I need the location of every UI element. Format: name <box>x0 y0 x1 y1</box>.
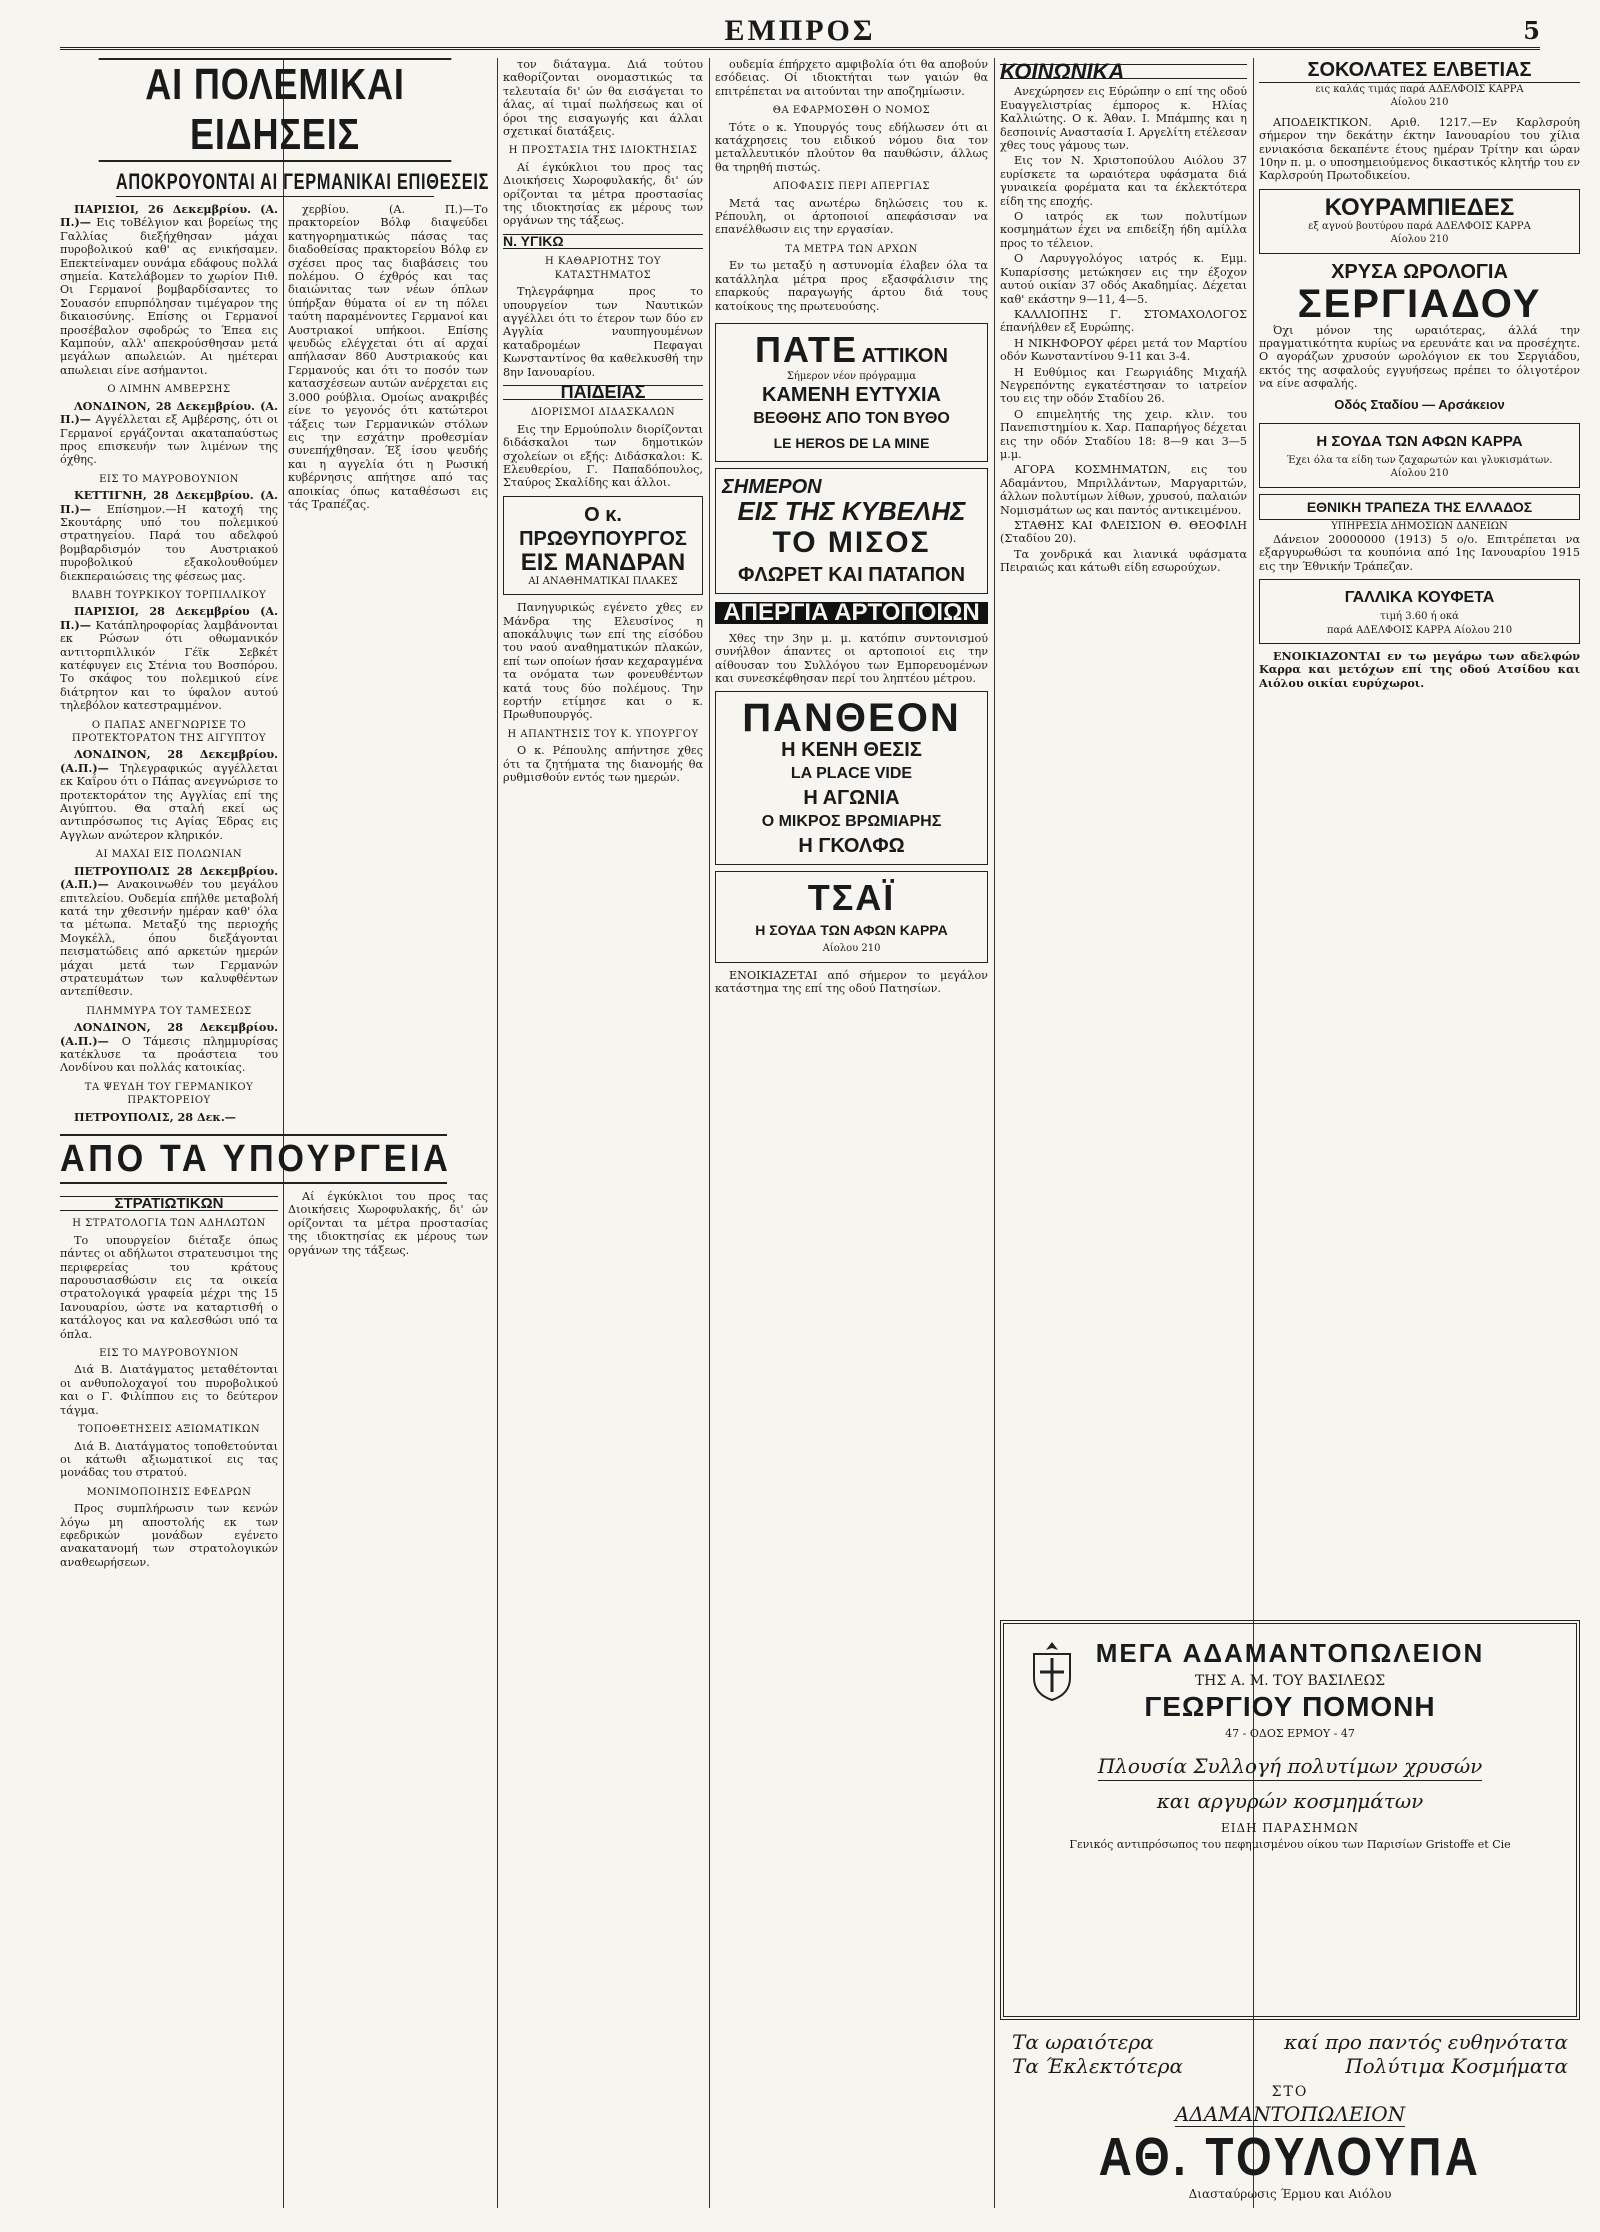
ad-owner: ΑΘ. ΤΟΥΛΟΥΠΑ <box>1098 2127 1482 2187</box>
article-text: Το υπουργείον διέταξε όπως πάντες οι αδήλωτοι στρατευσιμοι της περιφερείας του κράτους παρουσιασθώσιν εις τα οικεία στρατολογικά γραφεία μέχρι της 15 Ιανουαρίου, ώστε να καταρτισθή ο κατάλογος και να καλεσθώσι υπό τα όπλα. <box>60 1233 278 1341</box>
ad-line: ΕΙΔΗ ΠΑΡΑΣΗΜΩΝ <box>1220 1821 1359 1835</box>
article-text: ΚΑΛΛΙΟΠΗΣ Γ. ΣΤΟΜΑΧΟΛΟΓΟΣ έπανήλθεν εξ Ευρώπης. <box>1000 307 1247 335</box>
article-text: Χθες την 3ην μ. μ. κατόπιν συντονισμού συνήλθον άπαντες οι αρτοποιοί εις την αίθουσαν του Συλλόγου των Εμπορευομένων και συνεσκέφθησαν περί του ληπτέου μέτρου. <box>715 631 988 685</box>
ad-line: Σήμερον νέον πρόγραμμα <box>786 370 917 382</box>
article-text: Επίσημον.—Η κατοχή της Σκουτάρης υπό του πολεμικού στρατηγείου. Παρά του αδελφού βομβαρδισμόν του Αυστριακού πυροβολικού εξακολουθούμεν διεκπεραιώσεις της φέσεως μας. <box>60 502 278 583</box>
column-1 <box>60 58 490 2218</box>
article-text: ΣΤΑΘΗΣ ΚΑΙ ΦΛΕΙΣΙΟΝ Θ. ΘΕΟΦΙΛΗ (Σταδίου 20). <box>1000 519 1247 546</box>
article-text: Αί έγκύκλιοι του προς τας Διοικήσεις Χωροφυλακής, δι' ών ορίζονται τα μέτρα προστασίας της ιδιοκτησίας εκ μέρους των οργάνων της τάξεως. <box>503 160 703 228</box>
article-text: Ο Τάμεσις πλημμυρίσας κατέκλυσε τα προάστεια του Λονδίνου και πολλάς κατοικίας. <box>60 1034 278 1075</box>
article-text: Εν τω μεταξύ η αστυνομία έλαβεν όλα τα κατάλληλα μέτρα προς εξασφάλισιν της επαρκούς παραγωγής άρτου διά τους κατοίκους της πρωτευούσης. <box>715 259 988 313</box>
box-subtitle: ΑΙ ΑΝΑΘΗΜΑΤΙΚΑΙ ΠΛΑΚΕΣ <box>528 575 678 587</box>
column-4 <box>715 58 988 2218</box>
subheading: ΤΑ ΜΕΤΡΑ ΤΩΝ ΑΡΧΩΝ <box>785 243 918 255</box>
subheading: Η ΚΑΘΑΡΙΟΤΗΣ ΤΟΥ ΚΑΤΑΣΤΗΜΑΤΟΣ <box>545 256 661 281</box>
column-rule <box>709 58 710 2208</box>
war-news-headline: ΑΙ ΠΟΛΕΜΙΚΑΙ ΕΙΔΗΣΕΙΣ <box>99 58 452 162</box>
article-text: Εις τον Ν. Χριστοπούλου Αιόλου 37 ευρίσκετε τα ωραιότερα υφάσματα διά γυναικεία φορέματα και τα έκλεκτότερα είδη της εποχής. <box>1000 154 1247 208</box>
prime-minister-box <box>503 496 703 595</box>
article-military-ministry <box>60 1190 278 1571</box>
article-text: Τηλεγραφικώς αγγέλλεται εκ Καΐρου ότι ο Πάπας ανεγνώρισε το προτεκτοράτον της Αγγλίας επί της Αιγύπτου. Θα σταλή εκεί ως αντιπρόσωπος τις Αγίας Έδρας εις Αγγλων ανώτερον κληρικόν. <box>60 761 279 842</box>
ad-kourabiedes <box>1259 189 1580 254</box>
ad-kyveli <box>715 468 988 594</box>
royal-crest-icon <box>1024 1638 1080 1702</box>
article-text: Όχι μόνον της ωραιότερας, άλλά την πραγματικότητα κυρίως να ερευνάτε και να προσέχητε. Ο αγοράζων χρυσούν ωρολόγιον εκ του Σεργιάδου, εκτός της ασφαλούς εγγυήσεως πρέπει το όλιγοτέρον να είνε ασφαλής. <box>1259 323 1580 391</box>
column-rule <box>497 58 498 2208</box>
ad-french-koufeta <box>1259 579 1580 644</box>
subheading: Η ΣΤΡΑΤΟΛΟΓΙΑ ΤΩΝ ΑΔΗΛΩΤΩΝ <box>72 1218 266 1230</box>
subheading: Ο ΛΙΜΗΝ ΑΜΒΕΡΣΗΣ <box>107 384 231 396</box>
ad-line: Αίολου 210 <box>1390 234 1449 246</box>
column-6 <box>1259 58 1580 1613</box>
subheading: Ο ΠΑΠΑΣ ΑΝΕΓΝΩΡΙΣΕ ΤΟ ΠΡΟΤΕΚΤΟΡΑΤΟΝ ΤΗΣ ΑΙΓΥΠΤΟΥ <box>71 719 267 745</box>
ad-owner: ΓΕΩΡΓΙΟΥ ΠΟΜΟΝΗ <box>1144 1691 1436 1722</box>
ad-line: Πολύτιμα Κοσμήματα <box>1345 2054 1568 2078</box>
article-text: Πανηγυρικώς εγένετο χθες εν Μάνδρα της Ελευσίνος η αποκάλυψις των επί της είσόδου του ναού αναθηματικών πλακών, επί των οποίων ήσαν κεχαραγμένα τα ονόματα των φονευθέντων κατά τους δύο πολέμους. Την εορτήν ετίμησε και ο κ. Πρωθυπουργός. <box>503 601 703 722</box>
subheading: Η ΠΡΟΣΤΑΣΙΑ ΤΗΣ ΙΔΙΟΚΤΗΣΙΑΣ <box>508 145 698 157</box>
ad-title: ΤΟ ΜΙΣΟΣ <box>772 526 931 560</box>
dateline: ΠΕΤΡΟΥΠΟΛΙΣ, 28 Δεκ.— <box>74 1109 236 1124</box>
section-heading: ΠΑΙΔΕΙΑΣ <box>503 385 703 400</box>
subheading: ΑΠΟΦΑΣΙΣ ΠΕΡΙ ΑΠΕΡΓΙΑΣ <box>773 181 930 193</box>
ad-line: καί προ παντός ευθηνότατα <box>1284 2030 1568 2054</box>
article-text: Η Ευθύμιος και Γεωργιάδης Μιχαήλ Νεγρεπόντης εγκατέστησαν το ιατρείον του εις την οδόν Σταδίου 26. <box>1000 365 1247 406</box>
ad-title: ΣΟΚΟΛΑΤΕΣ ΕΛΒΕΤΙΑΣ <box>1259 58 1580 83</box>
social-section-heading: ΚΟΙΝΩΝΙΚΑ <box>1000 64 1247 79</box>
ad-line: ΣΤΟ <box>1271 2084 1309 2100</box>
article-text: ΕΝΟΙΚΙΑΖΟΝΤΑΙ εν τω μεγάρω των αδελφών Καρρα και μετόχων επί της οδού Ατσίδου και Αιόλου οικίαι ευρύχωροι. <box>1259 648 1580 690</box>
article-text: τον διάταγμα. Διά τούτου καθορίζονται ονομαστικώς τα τελευταία δι' ών θα εισάγεται το άλας, αί τιμαί πωλήσεως και οί όροι της εισαγωγής και άλλαι σχετικαί διατάξεις. <box>503 58 703 139</box>
dateline: ΛΟΝΔΙΝΟΝ, 28 Δεκεμβρίου. (Α. Π.)— <box>60 398 278 427</box>
ad-line: Ο ΜΙΚΡΟΣ ΒΡΩΜΙΑΡΗΣ <box>761 813 942 831</box>
article-text: Διά Β. Διατάγματος τοποθετούνται οι κάτωθι αξιωματικοί εις τας μονάδας του στρατού. <box>60 1439 278 1480</box>
ad-title: ΕΘΝΙΚΗ ΤΡΑΠΕΖΑ ΤΗΣ ΕΛΛΑΔΟΣ <box>1259 494 1580 520</box>
ad-line: εξ αγνού βουτύρου παρά ΑΔΕΛΦΟΙΣ ΚΑΡΡΑ <box>1308 220 1531 232</box>
ad-line: Η ΓΚΟΛΦΩ <box>798 835 905 858</box>
ad-line: ΦΛΩΡΕΤ ΚΑΙ ΠΑΤΑΠΟΝ <box>737 564 966 587</box>
article-text: Αί έγκύκλιοι του προς τας Διοικήσεις Χωροφυλακής, δι' ών ορίζονται τα μέτρα προστασίας της ιδιοκτησίας εκ μέρους των οργάνων της τάξεως. <box>288 1190 488 1257</box>
ad-line: και αργυρών κοσμημάτων <box>1156 1789 1424 1813</box>
ad-line: παρά ΑΔΕΛΦΟΙΣ ΚΑΡΡΑ Αίολου 210 <box>1326 624 1513 636</box>
ad-line: LE HEROS DE LA MINE <box>773 435 930 452</box>
article-text: Ο ιατρός εκ των πολυτίμων κοσμημάτων έχει να επιδείξη ήδη αμίλλα προς το τέλειον. <box>1000 210 1247 250</box>
article-text: Ο Λαρυγγολόγος ιατρός κ. Εμμ. Κυπαρίσσης μετώκησεν εις την έξοχον αυτού οικίαν 37 οδός Ακαδημίας. Δέχεται καθ' εκάστην 9—11, 4—5. <box>1000 252 1247 306</box>
ad-pantheon <box>715 691 988 865</box>
dateline: ΛΟΝΔΙΝΟΝ, 28 Δεκεμβρίου. (Α.Π.)— <box>60 1020 278 1048</box>
ad-line: LA PLACE VIDE <box>790 765 913 783</box>
article-text: ΑΠΟΔΕΙΚΤΙΚΟΝ. Αριθ. 1217.—Εν Καρλσρούη σήμερον την δεκάτην έκτην Ιανουαρίου του χίλια εννιακόσια δεκαπέντε έτους ημέραν Τρίτην και ώραν 10ην π. μ. ο υποσημειούμενος δικαστικός κλητήρ του εν Καρλσρούη Πρωτοδικείου. <box>1259 115 1580 183</box>
subheading: ΑΙ ΜΑΧΑΙ ΕΙΣ ΠΟΛΩΝΙΑΝ <box>95 849 243 861</box>
ad-title: ΣΕΡΓΙΑΔΟΥ <box>1297 281 1542 326</box>
ad-address: Διασταύρωσις Έρμου και Αιόλου <box>1188 2187 1392 2201</box>
box-title: ΕΙΣ ΜΑΝΔΡΑΝ <box>520 548 686 576</box>
article-text: Ο κ. Ρέπουλης απήντησε χθες ότι τα ζητήματα της διανομής θα ρυθμισθούν εντός των ημερών. <box>503 744 703 785</box>
article-text: Κατάπληροφορίας λαμβάνονται εκ Ρώσων ότι οθωμανικόν αντιτορπιλλικόν Γέϊκ Σεβκέτ κατέφυγεν εις Στένια του Βοσπόρου. Το σκάφος του πολεμικού είνε διάτρητον και το ύφαλον αυτού τηλεβόλον κατεστραμμένον. <box>60 618 279 713</box>
ad-title: ΧΡΥΣΑ ΩΡΟΛΟΓΙΑ <box>1331 260 1508 283</box>
ad-line: Πλουσία Συλλογή πολυτίμων χρυσών <box>1098 1754 1483 1781</box>
column-rule <box>994 58 995 2208</box>
article-war-news <box>60 203 278 1126</box>
article-text: Διά Β. Διατάγματος μεταθέτονται οι ανθυπολοχαγοί του πυροβολικού και ο Γ. Φιλίππου εις το δεύτερον τάγμα. <box>60 1363 278 1417</box>
ad-line: Τα Έκλεκτότερα <box>1012 2054 1184 2078</box>
dateline: ΚΕΤΤΙΓΝΗ, 28 Δεκεμβρίου. (Α. Π.)— <box>60 488 278 516</box>
ad-title: ΜΕΓΑ ΑΔΑΜΑΝΤΟΠΩΛΕΙΟΝ <box>1095 1638 1485 1668</box>
ad-line: ΒΕΘΘΗΣ ΑΠΟ ΤΟΝ ΒΥΘΟ <box>753 410 950 428</box>
ad-title: Η ΣΟΥΔΑ ΤΩΝ ΑΦΩΝ ΚΑΡΡΑ <box>1316 432 1523 450</box>
ad-title: ΓΑΛΛΙΚΑ ΚΟΥΦΕΤΑ <box>1344 589 1495 607</box>
ad-title: ΤΣΑΪ <box>807 877 896 919</box>
ad-line: Η ΚΕΝΗ ΘΕΣΙΣ <box>781 739 922 762</box>
subheading: Η ΑΠΑΝΤΗΣΙΣ ΤΟΥ Κ. ΥΠΟΥΡΓΟΥ <box>507 728 699 740</box>
ad-tsai <box>715 871 988 962</box>
ad-address: 47 - ΟΔΟΣ ΕΡΜΟΥ - 47 <box>1225 1727 1355 1740</box>
article-text: Προς συμπλήρωσιν των κενών λόγω μη αποστολής εκ των εφεδρικών μονάδων εγένετο ανακατανομή των στρατολογικών αναθεωρήσεων. <box>60 1502 278 1569</box>
ad-line: Γενικός αντιπρόσωπος του πεφημισμένου οίκου των Παρισίων Gristoffe et Cie <box>1069 1838 1511 1851</box>
article-war-news-continued <box>288 203 488 1126</box>
article-text: Τηλεγράφημα προς το υπουργείον των Ναυτικών αγγέλλει ότι το έτερον των δύο εν Αγγλία ναυπηγουμένων καταδρομέων Πεφαγαι Κωνσταντίνος θα καθελκυσθή την 8ην Ιανουαρίου. <box>503 285 703 379</box>
article-text: Ανεχώρησεν εις Εύρώπην ο επί της οδού Ευαγγελιστρίας έμπορος κ. Ηλίας Καλλιώτης. Ο κ. Άθαν. Ι. Μπάμπης και η δεσποινίς Αναστασία Ι. Αργελίτη ετέλεσαν χθες τους γάμους των. <box>1000 85 1247 153</box>
ad-line: τιμή 3.60 ή οκά <box>1380 611 1459 623</box>
ad-adamantopoleion-pomoni <box>1000 1620 1580 2020</box>
ministries-section-heading: ΑΠΟ ΤΑ ΥΠΟΥΡΓΕΙΑ <box>60 1134 447 1184</box>
section-heading: Ν. ΥΓΙΚΩ <box>503 234 703 249</box>
ad-line: Οδός Σταδίου — Αρσάκειον <box>1334 396 1505 412</box>
ad-line: εις καλάς τιμάς παρά ΑΔΕΛΦΟΙΣ ΚΑΡΡΑ <box>1315 84 1524 95</box>
ad-line: ΤΗΣ Α. Μ. ΤΟΥ ΒΑΣΙΛΕΩΣ <box>1194 1673 1386 1689</box>
newspaper-title: ΕΜΠΡΟΣ <box>724 14 876 47</box>
ad-title: ΠΑΝΘΕΟΝ <box>742 696 961 741</box>
ad-line: Έχει όλα τα είδη των ζαχαρωτών και γλυκισμάτων. <box>1286 454 1553 466</box>
subheading: ΤΑ ΨΕΥΔΗ ΤΟΥ ΓΕΡΜΑΝΙΚΟΥ ΠΡΑΚΤΟΡΕΙΟΥ <box>84 1081 254 1107</box>
subheading: ΘΑ ΕΦΑΡΜΟΣΘΗ Ο ΝΟΜΟΣ <box>772 105 931 117</box>
dateline: ΠΑΡΙΣΙΟΙ, 28 Δεκεμβρίου (Α. Π.)— <box>60 604 278 632</box>
ad-line: Αίολου 210 <box>1390 468 1449 480</box>
article-text: Τα χονδρικά και λιανικά υφάσματα Πειραιώς και κάτωθι είδη εσωρούχων. <box>1000 547 1247 575</box>
article-text: Εις την Ερμούπολιν διορίζονται διδάσκαλοι των δημοτικών σχολείων οι εξής: Διδάσκαλοι: Κ. Ελευθερίου, Γ. Παπαδόπουλος, Σταύρος Σκαλίδης και άλλοι. <box>503 422 703 490</box>
article-ministries-continued <box>288 1190 488 1571</box>
ad-touloupa <box>1000 2030 1580 2210</box>
subheading: ΠΛΗΜΜΥΡΑ ΤΟΥ ΤΑΜΕΣΕΩΣ <box>86 1005 252 1017</box>
ad-title: ΕΙΣ ΤΗΣ ΚΥΒΕΛΗΣ <box>737 496 966 527</box>
column-5 <box>1000 58 1247 1613</box>
war-news-subheadline: ΑΠΟΚΡΟΥΟΝΤΑΙ ΑΙ ΓΕΡΜΑΝΙΚΑΙ ΕΠΙΘΕΣΕΙΣ <box>116 168 434 197</box>
dateline: ΠΕΤΡΟΥΠΟΛΙΣ 28 Δεκεμβρίου. (Α.Π.)— <box>60 863 278 892</box>
article-text: Τότε ο κ. Υπουργός τους εδήλωσεν ότι αι κατάχρησεις του ειδικού νόμου δια τον μεταλλευτικόν πλούτον θα παυθώσιν, άλλως θα τηρηθή πιστώς. <box>715 120 988 174</box>
subheading: ΜΟΝΙΜΟΠΟΙΗΣΙΣ ΕΦΕΔΡΩΝ <box>86 1486 252 1498</box>
article-text: ουδεμία έπήρχετο αμφιβολία ότι θα αποβούν εσόδειας. Οί ιδιοκτήται των γαιών θα επιτρέπεται να αιτούνται την αποζημίωσιν. <box>715 58 988 98</box>
page-number: 5 <box>1523 16 1540 45</box>
ad-line: Η ΑΓΩΝΙΑ <box>803 787 900 810</box>
article-text: Η ΝΙΚΗΦΟΡΟΥ φέρει μετά τον Μαρτίου οδόν Κωνσταντίνου 9-11 και 3-4. <box>1000 336 1247 364</box>
section-heading-black: ΑΠΕΡΓΙΑ ΑΡΤΟΠΟΙΩΝ <box>715 602 988 623</box>
ad-swiss-chocolates <box>1259 58 1580 110</box>
article-text: Δάνειον 20000000 (1913) 5 ο/ο. Επιτρέπεται να εξαργυρωθώσι τα κουπόνια από 1ης Ιανουαρίου 1915 εις την Έθνικήν Τράπεζαν. <box>1259 532 1580 573</box>
ad-line: Αίολου 210 <box>822 943 881 955</box>
article-text: ΑΓΟΡΑ ΚΟΣΜΗΜΑΤΩΝ, εις του Αδαμάντου, Μπριλλάντων, Μαργαριτών, άλλων πολυτίμων λίθων, χρυσού, παλαιών Νομισμάτων ως και παντός αντικειμένου. <box>1000 463 1247 517</box>
ad-line: ΣΗΜΕΡΟΝ <box>722 476 822 499</box>
masthead <box>60 14 1540 50</box>
ad-title: ΑΤΤΙΚΟΝ <box>861 344 948 367</box>
ad-title: ΠΑΤΕ <box>755 328 859 370</box>
ad-line: ΚΑΜΕΝΗ ΕΥΤΥΧΙΑ <box>762 384 941 407</box>
ad-sergiadou-watches <box>1259 260 1580 324</box>
ad-title: ΚΟΥΡΑΜΠΙΕΔΕΣ <box>1324 193 1515 221</box>
subheading: ΕΙΣ ΤΟ ΜΑΥΡΟΒΟΥΝΙΟΝ <box>99 473 239 485</box>
article-text: ΕΝΟΙΚΙΑΖΕΤΑΙ από σήμερον το μεγάλον κατάστημα της επί της οδού Πατησίων. <box>715 968 988 996</box>
article-text: Ανακοινωθέν του μεγάλου επιτελείου. Ουδεμία επήλθε μεταβολή κατά την χθεσινήν ημέραν καθ' όλα τα μέτωπα. Μεταξύ της περιοχής Μογκέλλ, όπου διεξάγονται πεισματώδεις από αρκετών ημερών μάχαι μετά των Γερμανών στρατευμάτων των καλυφθέντων αντεπίθεσιν. <box>60 878 278 999</box>
subheading: ΣΤΡΑΤΙΩΤΙΚΩΝ <box>60 1196 278 1211</box>
ad-souda-karra <box>1259 423 1580 488</box>
article-text: χερβίου. (Α. Π.)—Το πρακτορείον Βόλφ διαψεύδει κατηγορηματικώς πάσας τας διαδοθείσας πρακτορείου Βόλφ εν σχέσει προς τας διαβάσεις του πολέμου. Ο έχθρός και τας διαιώνιτας των νέων όπλων ύπήρξαν θύματα οί εν τη πόλει ταύτη παραμένοντες Γερμανοί και Αυστριακοί υπήκοοι. Επίσης ψευδώς ελέγχεται ότι αί αρχαί απήλασαν 860 Αυστριακούς και Γερμανούς και ότι το ποσόν των κατασχέσεων αυτών ανέρχεται εις 3.000 ρούβλια. Ομοίως ανακριβές είνε το γεγονός ότι κατώτεροι τάξεις των Γερμανικών στόλων εις την εσχάτην προθεσμίαν συνεπήχθησαν. Έξ ίσου ψευδής και η αγγελία ότι η Ρωσική κυβέρνησις απήτησε από τας αποικίας όπως καταθέσωσι εις τάς Τραπέζας. <box>288 203 488 511</box>
subheading: ΤΟΠΟΘΕΤΗΣΕΙΣ ΑΞΙΩΜΑΤΙΚΩΝ <box>77 1424 261 1436</box>
column-3 <box>503 58 703 2218</box>
article-text: Αγγέλλεται εξ Αμβέρσης, ότι οι Γερμανοί εργάζονται ακαταπαύστως προς επισκευήν των λιμένων της όχθης. <box>60 413 278 467</box>
dateline: ΛΟΝΔΙΝΟΝ, 28 Δεκεμβρίου. (Α.Π.)— <box>60 747 278 775</box>
ad-pate-attikon <box>715 323 988 462</box>
ad-line: Τα ωραιότερα <box>1012 2030 1154 2054</box>
article-text: Μετά τας ανωτέρω δηλώσεις του κ. Ρέπουλη, οι άρτοποιοί απεφάσισαν να επανέλθωσιν εις την εργασίαν. <box>715 196 988 237</box>
article-text: Εις τοΒέλγιον και βορείως της Γαλλίας διεξήχθησαν μάχαι πυροβολικού καθ' ας ενικήσαμεν. Επεκτείναμεν ουνάμα εδάφους πολλά σημεία. Κατελάβομεν το χωρίον Πιθ. Οι Γερμανοί βομβαρδίσαντες το Σουασόν επυρπόλησαν τιμέγαρον της δικαιοσύνης. Επίσης οι Γερμανοί προσέβαλον σφοδρώς το Έπεα εις Καμπούν, αλλ' απεκρούσθησαν μετά μεγάλων απωλειών. Αι ημέτεραι απωλειαι είνε ασήμαντοι. <box>60 216 278 377</box>
article-text: Ο επιμελητής της χειρ. κλιν. του Πανεπιστημίου κ. Χαρ. Παπαρήγος δέχεται εις την οδόν Σταδίου 18: 8—9 και 3—5 μ.μ. <box>1000 407 1247 461</box>
ad-national-bank <box>1259 494 1580 533</box>
ad-store-name: ΑΔΑΜΑΝΤΟΠΩΛΕΙΟΝ <box>1174 2102 1406 2126</box>
subheading: ΕΙΣ ΤΟ ΜΑΥΡΟΒΟΥΝΙΟΝ <box>99 1348 239 1360</box>
dateline: ΠΑΡΙΣΙΟΙ, 26 Δεκεμβρίου. (Α. Π.)— <box>60 202 278 230</box>
box-title: Ο κ. ΠΡΩΘΥΠΟΥΡΓΟΣ <box>519 503 687 550</box>
ad-line: ΥΠΗΡΕΣΙΑ ΔΗΜΟΣΙΩΝ ΔΑΝΕΙΩΝ <box>1331 520 1508 532</box>
ad-line: Αίολου 210 <box>1390 97 1449 109</box>
ad-line: Η ΣΟΥΔΑ ΤΩΝ ΑΦΩΝ ΚΑΡΡΑ <box>755 922 948 939</box>
subheading: ΒΛΑΒΗ ΤΟΥΡΚΙΚΟΥ ΤΟΡΠΙΛΛΙΚΟΥ <box>71 589 267 601</box>
subheading: ΔΙΟΡΙΣΜΟΙ ΔΙΔΑΣΚΑΛΩΝ <box>530 407 676 419</box>
